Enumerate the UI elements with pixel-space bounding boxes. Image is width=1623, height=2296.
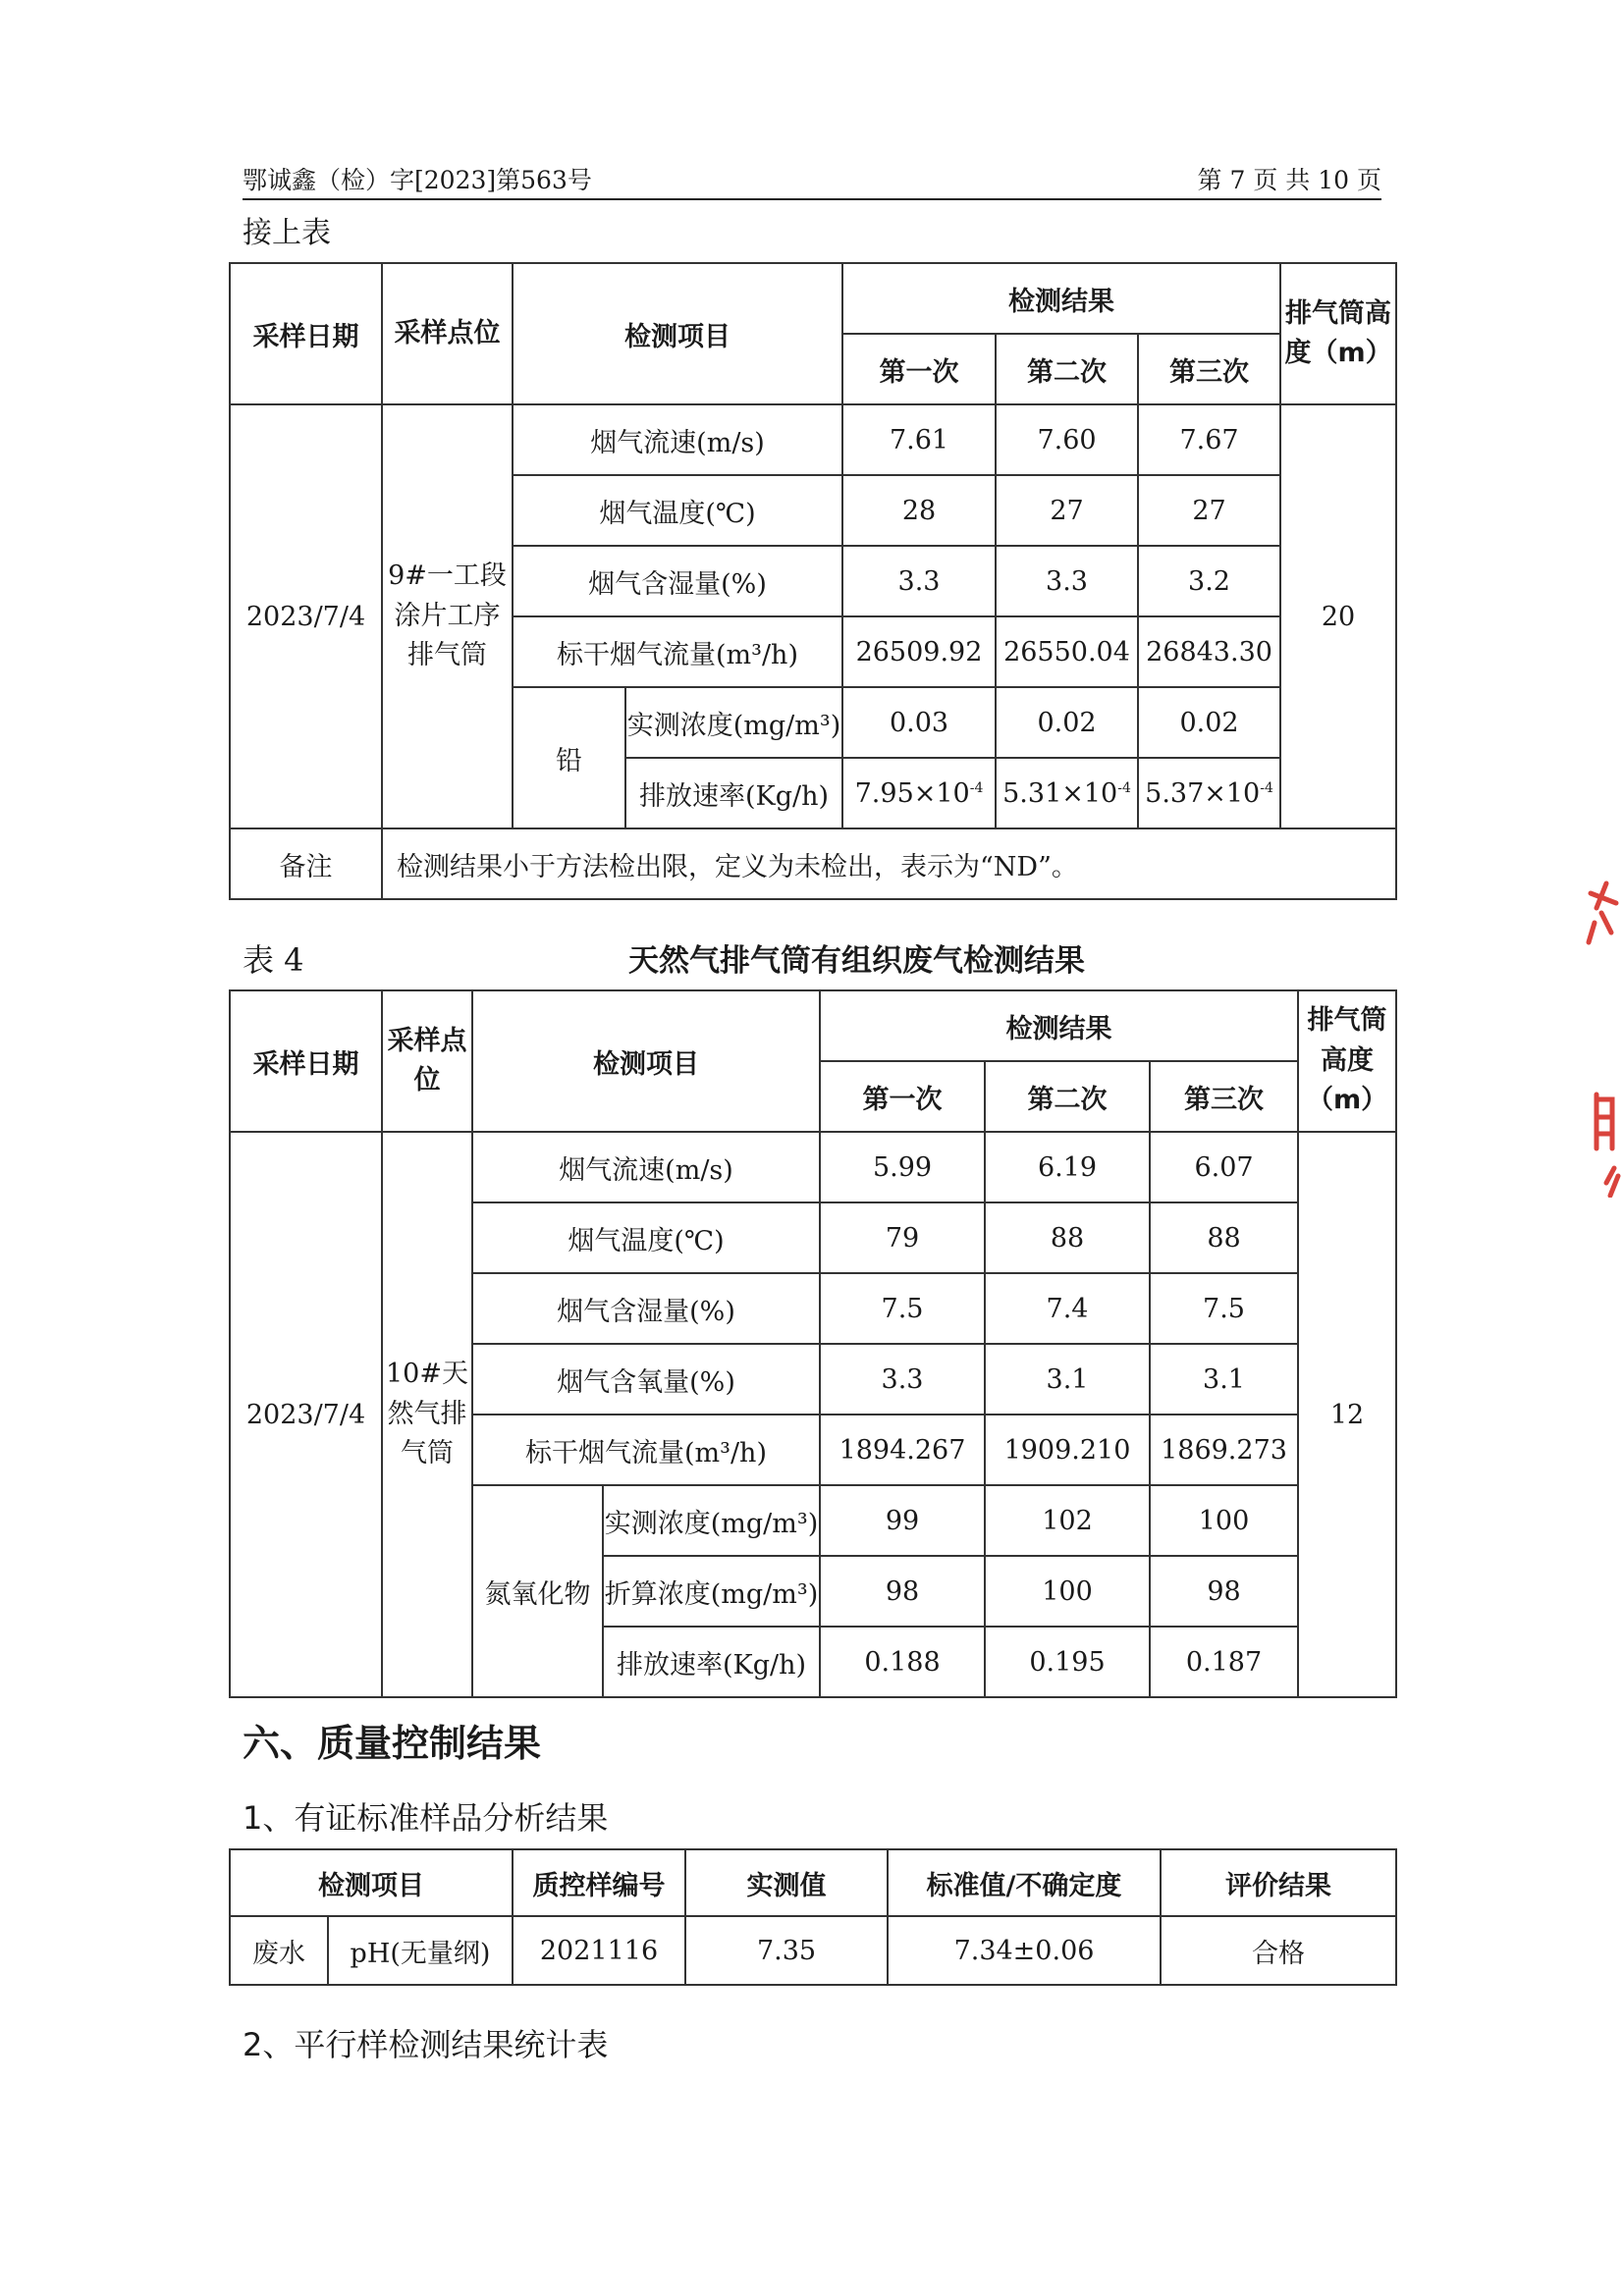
value-cell: 6.19 [985,1132,1150,1202]
value-cell: 1869.273 [1150,1415,1298,1485]
item-label: 折算浓度(mg/m³) [603,1556,820,1627]
value-cell: 5.99 [820,1132,985,1202]
value-cell: 26509.92 [842,616,996,687]
qc-header-code: 质控样编号 [513,1849,685,1916]
value-cell: 102 [985,1485,1150,1556]
value-cell: 0.03 [842,687,996,758]
value-cell: 0.188 [820,1627,985,1697]
value-cell: 3.2 [1138,546,1280,616]
report-number: 鄂诚鑫（检）字[2023]第563号 [243,166,592,194]
note-text: 检测结果小于方法检出限，定义为未检出，表示为“ND”。 [382,828,1396,899]
qc-standard-sample-table [229,1848,1397,1986]
item-label: 烟气流速(m/s) [472,1132,820,1202]
value-cell: 26550.04 [996,616,1138,687]
col-header-second: 第二次 [985,1061,1150,1132]
col-header-point: 采样点位 [382,990,472,1132]
item-label: 烟气含氧量(%) [472,1344,820,1415]
col-header-item: 检测项目 [472,990,820,1132]
value-cell: 98 [1150,1556,1298,1627]
seal-marks [1589,883,1618,1196]
value-cell: 3.1 [1150,1344,1298,1415]
red-seal-stamp [1577,864,1623,1198]
value-cell: 7.5 [820,1273,985,1344]
table-4-number: 表 4 [243,941,304,979]
item-label: 标干烟气流量(m³/h) [472,1415,820,1485]
value-cell: 26843.30 [1138,616,1280,687]
value-cell: 88 [985,1202,1150,1273]
subsection-2-title: 2、平行样检测结果统计表 [243,2026,609,2063]
col-header-results: 检测结果 [820,990,1298,1061]
value-cell: $7.95\times 10^{-4}$ [842,758,996,828]
sample-point: 9#一工段涂片工序排气筒 [382,404,513,828]
value-cell: 27 [1138,475,1280,546]
item-label: 排放速率(Kg/h) [625,758,842,828]
page-header [243,157,1381,200]
table-3-continued [229,262,1397,900]
section-title: 六、质量控制结果 [243,1722,542,1765]
item-label: 烟气含湿量(%) [513,546,842,616]
value-cell: 0.02 [996,687,1138,758]
item-label: 烟气温度(℃) [513,475,842,546]
value-cell: 88 [1150,1202,1298,1273]
value-cell: 6.07 [1150,1132,1298,1202]
col-header-second: 第二次 [996,334,1138,404]
item-label: 烟气流速(m/s) [513,404,842,475]
value-cell: 99 [820,1485,985,1556]
value-cell: $5.37\times 10^{-4}$ [1138,758,1280,828]
table-4 [229,989,1397,1698]
page-info: 第 7 页 共 10 页 [1197,166,1381,194]
value-cell: 3.3 [842,546,996,616]
col-header-point: 采样点位 [382,263,513,404]
seal-mark [1589,883,1616,942]
sample-date: 2023/7/4 [230,404,382,828]
value-cell: 7.4 [985,1273,1150,1344]
value-cell: 0.195 [985,1627,1150,1697]
col-header-third: 第三次 [1138,334,1280,404]
value-cell: 27 [996,475,1138,546]
col-header-results: 检测结果 [842,263,1280,334]
qc-matrix: 废水 [230,1916,328,1985]
value-cell: $5.31\times 10^{-4}$ [996,758,1138,828]
value-cell: 79 [820,1202,985,1273]
qc-header-result: 评价结果 [1161,1849,1396,1916]
item-label: 烟气温度(℃) [472,1202,820,1273]
value-cell: 7.5 [1150,1273,1298,1344]
qc-item: pH(无量纲) [328,1916,513,1985]
col-header-date: 采样日期 [230,263,382,404]
value-cell: 3.3 [820,1344,985,1415]
col-header-height: 排气筒高度（m） [1280,263,1396,404]
value-cell: 100 [1150,1485,1298,1556]
sample-date: 2023/7/4 [230,1132,382,1697]
col-header-height: 排气筒高度（m） [1298,990,1396,1132]
stack-height: 12 [1298,1132,1396,1697]
col-header-first: 第一次 [842,334,996,404]
subsection-1-title: 1、有证标准样品分析结果 [243,1799,609,1837]
pollutant-lead: 铅 [513,687,625,828]
seal-mark [1606,1168,1618,1196]
item-label: 实测浓度(mg/m³) [625,687,842,758]
col-header-item: 检测项目 [513,263,842,404]
pollutant-nox: 氮氧化物 [472,1485,603,1697]
item-label: 标干烟气流量(m³/h) [513,616,842,687]
qc-code: 2021116 [513,1916,685,1985]
seal-mark [1596,1095,1612,1148]
value-cell: 3.1 [985,1344,1150,1415]
item-label: 烟气含湿量(%) [472,1273,820,1344]
col-header-first: 第一次 [820,1061,985,1132]
qc-header-item: 检测项目 [230,1849,513,1916]
sample-point: 10#天然气排气筒 [382,1132,472,1697]
item-label: 排放速率(Kg/h) [603,1627,820,1697]
value-cell: 7.67 [1138,404,1280,475]
qc-header-measured: 实测值 [685,1849,888,1916]
note-label: 备注 [230,828,382,899]
item-label: 实测浓度(mg/m³) [603,1485,820,1556]
qc-measured: 7.35 [685,1916,888,1985]
qc-standard: 7.34±0.06 [888,1916,1161,1985]
value-cell: 98 [820,1556,985,1627]
value-cell: 100 [985,1556,1150,1627]
value-cell: 28 [842,475,996,546]
value-cell: 0.02 [1138,687,1280,758]
value-cell: 3.3 [996,546,1138,616]
qc-header-standard: 标准值/不确定度 [888,1849,1161,1916]
stack-height: 20 [1280,404,1396,828]
continued-label: 接上表 [243,216,331,250]
value-cell: 7.60 [996,404,1138,475]
qc-result: 合格 [1161,1916,1396,1985]
value-cell: 1909.210 [985,1415,1150,1485]
col-header-date: 采样日期 [230,990,382,1132]
table-4-title: 天然气排气筒有组织废气检测结果 [628,943,1085,979]
value-cell: 0.187 [1150,1627,1298,1697]
value-cell: 1894.267 [820,1415,985,1485]
value-cell: 7.61 [842,404,996,475]
col-header-third: 第三次 [1150,1061,1298,1132]
